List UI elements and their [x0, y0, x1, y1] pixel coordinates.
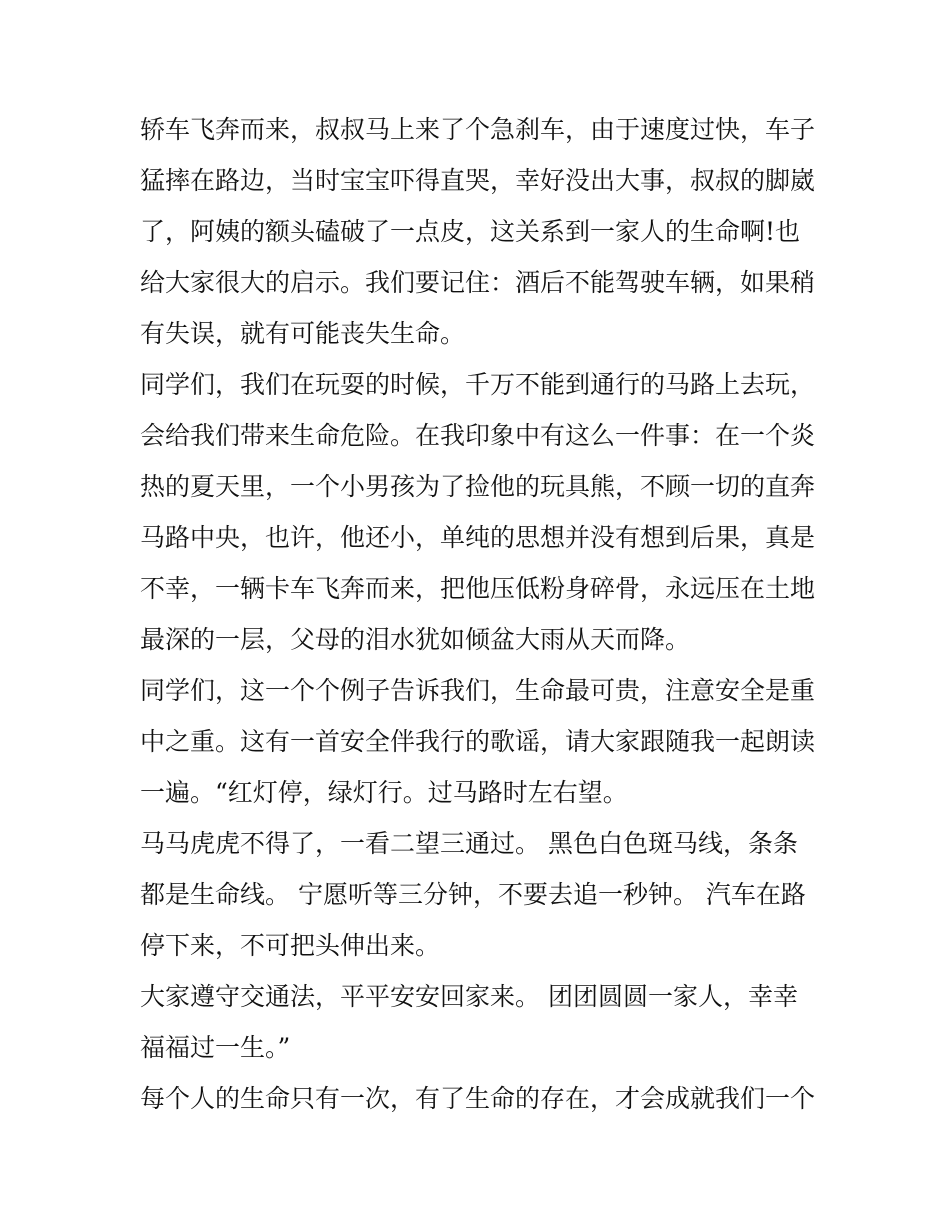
text-line-3: 了，阿姨的额头磕破了一点皮，这关系到一家人的生命啊!也 — [140, 217, 801, 246]
text-line-15: 马马虎虎不得了，一看二望三通过。 黑色白色斑马线，条条 — [140, 829, 798, 858]
text-line-17: 停下来，不可把头伸出来。 — [140, 931, 441, 960]
text-line-10: 不幸，一辆卡车飞奔而来，把他压低粉身碎骨，永远压在土地 — [140, 574, 816, 603]
text-line-14: 一遍。“红灯停，绿灯行。过马路时左右望。 — [140, 778, 628, 807]
text-line-1: 轿车飞奔而来，叔叔马上来了个急刹车，由于速度过快，车子 — [140, 115, 816, 144]
text-line-9: 马路中央，也许，他还小，单纯的思想并没有想到后果，真是 — [140, 523, 816, 552]
text-line-6: 同学们，我们在玩耍的时候，千万不能到通行的马路上去玩， — [140, 370, 816, 399]
text-line-20: 每个人的生命只有一次，有了生命的存在，才会成就我们一个 — [140, 1084, 816, 1113]
text-line-2: 猛摔在路边，当时宝宝吓得直哭，幸好没出大事，叔叔的脚崴 — [140, 166, 816, 195]
text-line-11: 最深的一层，父母的泪水犹如倾盆大雨从天而降。 — [140, 625, 691, 654]
text-line-18: 大家遵守交通法，平平安安回家来。 团团圆圆一家人，幸幸 — [140, 982, 798, 1011]
text-line-19: 福福过一生。” — [140, 1033, 291, 1062]
text-line-16: 都是生命线。 宁愿听等三分钟，不要去追一秒钟。 汽车在路 — [140, 880, 806, 909]
text-line-12: 同学们，这一个个例子告诉我们，生命最可贵，注意安全是重 — [140, 676, 816, 705]
text-line-7: 会给我们带来生命危险。在我印象中有这么一件事：在一个炎 — [140, 421, 816, 450]
text-line-4: 给大家很大的启示。我们要记住：酒后不能驾驶车辆，如果稍 — [140, 268, 816, 297]
body-text — [140, 104, 820, 1124]
text-line-8: 热的夏天里，一个小男孩为了捡他的玩具熊，不顾一切的直奔 — [140, 472, 816, 501]
text-line-5: 有失误，就有可能丧失生命。 — [140, 319, 466, 348]
text-line-13: 中之重。这有一首安全伴我行的歌谣，请大家跟随我一起朗读 — [140, 727, 816, 756]
